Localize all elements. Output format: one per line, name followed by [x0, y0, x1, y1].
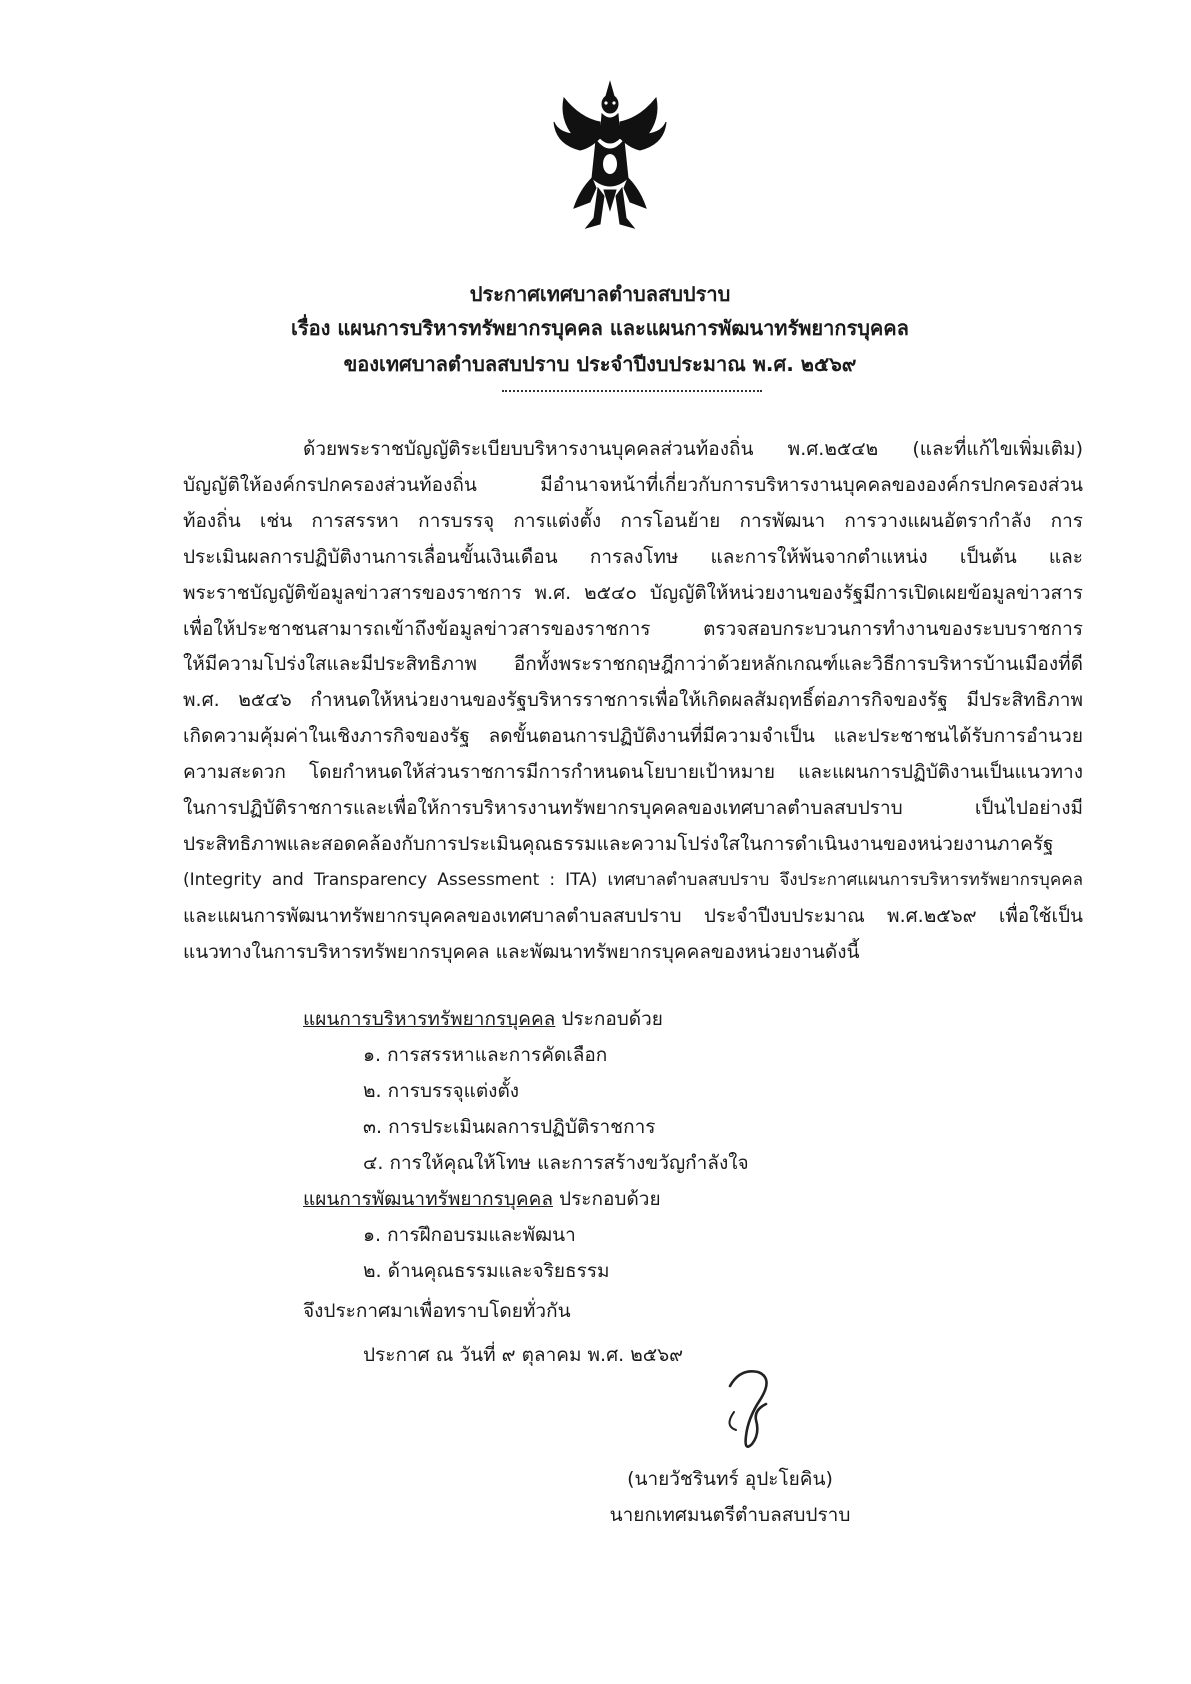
plan1-item: ๓. การประเมินผลการปฏิบัติราชการ	[363, 1116, 656, 1138]
signer-name: (นายวัชรินทร์ อุปะโยคิน)	[627, 1468, 833, 1490]
body-line: ให้มีความโปร่งใสและมีประสิทธิภาพ อีกทั้งพระราชกฤษฎีกาว่าด้วยหลักเกณฑ์และวิธีการบริหารบ้านเมืองที่ดี	[183, 653, 1083, 676]
announcement-title: ประกาศเทศบาลตำบลสบปราบ	[469, 282, 731, 306]
body-paragraph	[183, 432, 1083, 971]
plan2-heading	[303, 1184, 661, 1214]
plan1-item: ๒. การบรรจุแต่งตั้ง	[363, 1080, 520, 1102]
body-line: บัญญัติให้องค์กรปกครองส่วนท้องถิ่น มีอำนาจหน้าที่เกี่ยวกับการบริหารงานบุคคลขององค์กรปกครองส่วน	[183, 473, 1083, 496]
plan2-title: แผนการพัฒนาทรัพยากรบุคคล	[303, 1188, 553, 1210]
signer-position: นายกเทศมนตรีตำบลสบปราบ	[609, 1504, 851, 1526]
plan2-item: ๒. ด้านคุณธรรมและจริยธรรม	[363, 1260, 610, 1282]
plan1-item: ๑. การสรรหาและการคัดเลือก	[363, 1044, 608, 1066]
date-line: ประกาศ ณ วันที่ ๙ ตุลาคม พ.ศ. ๒๕๖๙	[363, 1344, 684, 1366]
announcement-subject: เรื่อง แผนการบริหารทรัพยากรบุคคล และแผนการพัฒนาทรัพยากรบุคคล	[291, 316, 909, 340]
body-line: ประสิทธิภาพและสอดคล้องกับการประเมินคุณธรรมและความโปร่งใสในการดำเนินงานของหน่วยงานภาครัฐ	[183, 832, 1054, 855]
body-line: ความสะดวก โดยกำหนดให้ส่วนราชการมีการกำหนดนโยบายเป้าหมาย และแผนการปฏิบัติงานเป็นแนวทาง	[183, 761, 1083, 784]
body-line: ท้องถิ่น เช่น การสรรหา การบรรจุ การแต่งตั้ง การโอนย้าย การพัฒนา การวางแผนอัตรากำลัง การ	[183, 509, 1083, 532]
body-line: (Integrity and Transparency Assessment : ITA) เทศบาลตำบลสบปราบ จึงประกาศแผนการบริหารทรัพยากรบุคคล	[183, 869, 1083, 890]
body-line: ในการปฏิบัติราชการและเพื่อให้การบริหารงานทรัพยากรบุคคลของเทศบาลตำบลสบปราบ เป็นไปอย่างมี	[183, 797, 1083, 820]
announcement-subject-line2: ของเทศบาลตำบลสบปราบ ประจำปีงบประมาณ พ.ศ. ๒๕๖๙	[343, 352, 857, 376]
plan2-item: ๑. การฝึกอบรมและพัฒนา	[363, 1224, 576, 1246]
closing-statement: จึงประกาศมาเพื่อทราบโดยทั่วกัน	[303, 1300, 571, 1322]
body-line: ด้วยพระราชบัญญัติระเบียบบริหารงานบุคคลส่วนท้องถิ่น พ.ศ.๒๕๔๒ (และที่แก้ไขเพิ่มเติม)	[303, 438, 1083, 460]
body-line: และแผนการพัฒนาทรัพยากรบุคคลของเทศบาลตำบลสบปราบ ประจำปีงบประมาณ พ.ศ.๒๕๖๙ เพื่อใช้เป็น	[183, 904, 1083, 927]
garuda-emblem	[550, 78, 670, 238]
body-line: เกิดความคุ้มค่าในเชิงภารกิจของรัฐ ลดขั้นตอนการปฏิบัติงานที่มีความจำเป็น และประชาชนได้รับการอำนวย	[183, 725, 1083, 748]
body-line: แนวทางในการบริหารทรัพยากรบุคคล และพัฒนาทรัพยากรบุคคลของหน่วยงานดังนี้	[183, 940, 860, 963]
plan1-title: แผนการบริหารทรัพยากรบุคคล	[303, 1008, 556, 1030]
body-line: เพื่อให้ประชาชนสามารถเข้าถึงข้อมูลข่าวสารของราชการ ตรวจสอบกระบวนการทำงานของระบบราชการ	[183, 617, 1083, 640]
plan1-suffix: ประกอบด้วย	[555, 1008, 663, 1030]
plan1-heading	[303, 1004, 663, 1034]
dotted-separator	[502, 390, 762, 392]
body-line: พ.ศ. ๒๕๔๖ กำหนดให้หน่วยงานของรัฐบริหารราชการเพื่อให้เกิดผลสัมฤทธิ์ต่อภารกิจของรัฐ มีประสิทธิภาพ	[183, 689, 1083, 712]
body-line: พระราชบัญญัติข้อมูลข่าวสารของราชการ พ.ศ. ๒๕๔๐ บัญญัติให้หน่วยงานของรัฐมีการเปิดเผยข้อมูลข่าวสาร	[183, 581, 1083, 604]
plan1-item: ๔. การให้คุณให้โทษ และการสร้างขวัญกำลังใจ	[363, 1152, 749, 1174]
plan2-suffix: ประกอบด้วย	[552, 1188, 661, 1210]
signature	[700, 1356, 810, 1466]
body-line: ประเมินผลการปฏิบัติงานการเลื่อนขั้นเงินเดือน การลงโทษ และการให้พ้นจากตำแหน่ง เป็นต้น และ	[183, 545, 1083, 568]
